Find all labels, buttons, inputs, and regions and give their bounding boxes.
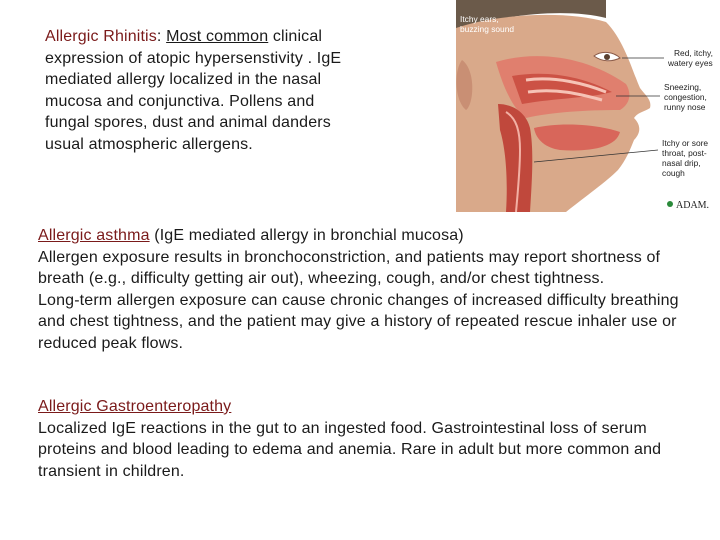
asthma-section [38,225,708,354]
allergy-symptoms-illustration [456,0,720,212]
label-throat-2: throat, post- [662,148,707,158]
gastro-term: Allergic Gastroenteropathy [38,398,232,415]
asthma-paragraph-1: Allergen exposure results in bronchoconstriction, and patients may report shortness of breath (e.g., difficulty getting air out), wheezing, cough, and/or chest tightness. [38,248,661,287]
label-nose-2: congestion, [664,92,707,102]
rhinitis-emphasis: Most common [166,28,269,45]
label-ears-2: buzzing sound [460,24,515,34]
label-ears-1: Itchy ears, [460,14,499,24]
asthma-term: Allergic asthma [38,227,150,244]
asthma-term-note: (IgE mediated allergy in bronchial mucosa) [149,227,464,244]
gastro-body: Localized IgE reactions in the gut to an ingested food. Gastrointestinal loss of serum proteins and blood leading to edema and anemia. Rare in adult but more common and transient in children. [38,419,662,480]
asthma-paragraph-2: Long-term allergen exposure can cause chronic changes of increased difficulty breathing and chest tightness, and the patient may give a history of repeated rescue inhaler use or reduced peak flows. [38,291,679,352]
label-nose-3: runny nose [664,102,706,112]
rhinitis-body: clinical expression of atopic hypersenstivity . IgE mediated allergy localized in the nasal mucosa and conjunctiva. Pollens and fungal spores, dust and animal danders usual atmospheric allergens. [45,28,342,153]
gastro-section [38,396,708,482]
label-nose-1: Sneezing, [664,82,702,92]
label-throat-4: cough [662,168,685,178]
label-eyes-1: Red, itchy, [674,48,713,58]
label-throat-1: Itchy or sore [662,138,709,148]
rhinitis-term: Allergic Rhinitis [45,28,157,45]
asthma-heading [38,225,708,247]
label-eyes-2: watery eyes [668,58,713,68]
label-throat-3: nasal drip, [662,158,701,168]
adam-logo-text: ADAM. [676,200,710,211]
rhinitis-section [45,26,355,155]
rhinitis-separator: : [156,28,167,45]
